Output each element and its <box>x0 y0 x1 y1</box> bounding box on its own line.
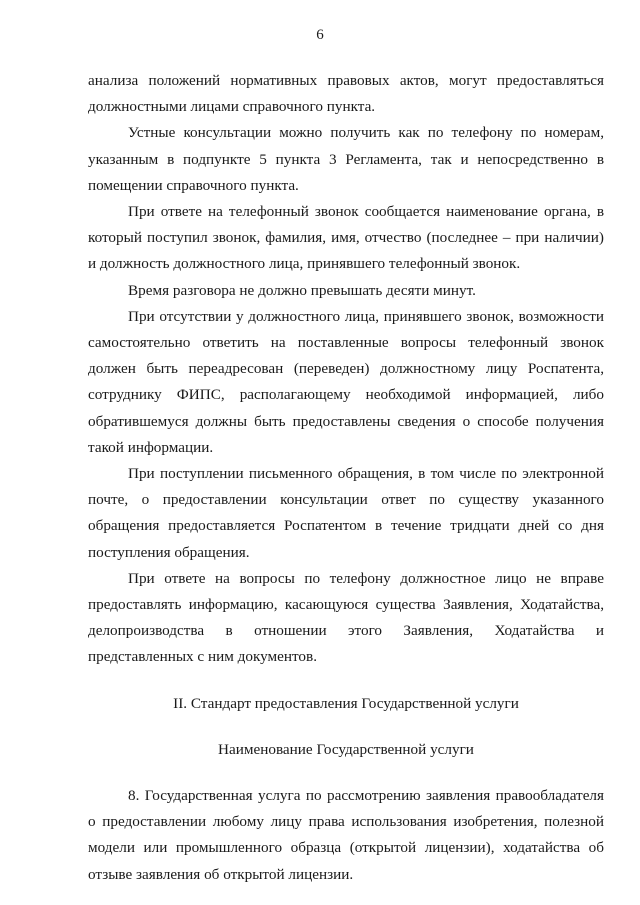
paragraph-call-redirect: При отсутствии у должностного лица, принявшего звонок, возможности самостоятельно ответить на поставленные вопросы телефонный звонок должен быть переадресован (переведен) должностному лицу Роспатента, сотруднику ФИПС, располагающему необходимой информацией, либо обратившемуся должны быть предоставлены сведения о способе получения такой информации. <box>88 307 604 456</box>
subsection-heading: Наименование Государственной услуги <box>218 740 474 758</box>
paragraph-oral-consultations: Устные консультации можно получить как по телефону по номерам, указанным в подпункте 5 пункта 3 Регламента, так и непосредственно в помещении справочного пункта. <box>88 124 604 194</box>
paragraph-phone-answer: При ответе на телефонный звонок сообщается наименование органа, в который поступил звонок, фамилия, имя, отчество (последнее – при наличии) и должность должностного лица, принявшего телефонный звонок. <box>88 203 604 273</box>
paragraph-call-duration: Время разговора не должно превышать десяти минут. <box>128 281 476 299</box>
paragraph-phone-restrictions: При ответе на вопросы по телефону должностное лицо не вправе предоставлять информацию, касающуюся существа Заявления, Ходатайства, делопроизводства в отношении этого Заявления, Ходатайства и представленных с ним документов. <box>88 569 604 666</box>
paragraph-item-8: 8. Государственная услуга по рассмотрению заявления правообладателя о предоставлении любому лицу права использования изобретения, полезной модели или промышленного образца (открытой лицензии), ходатайства об отзыве заявления об открытой лицензии. <box>88 787 604 883</box>
paragraph-written-request: При поступлении письменного обращения, в том числе по электронной почте, о предоставлении консультации ответ по существу указанного обращения предоставляется Роспатентом в течение тридцати дней со дня поступления обращения. <box>88 465 604 561</box>
section-heading: II. Стандарт предоставления Государственной услуги <box>173 694 519 712</box>
document-body <box>88 68 604 888</box>
page-number: 6 <box>316 27 324 43</box>
paragraph-continuation: анализа положений нормативных правовых актов, могут предоставляться должностными лицами справочного пункта. <box>88 72 604 116</box>
